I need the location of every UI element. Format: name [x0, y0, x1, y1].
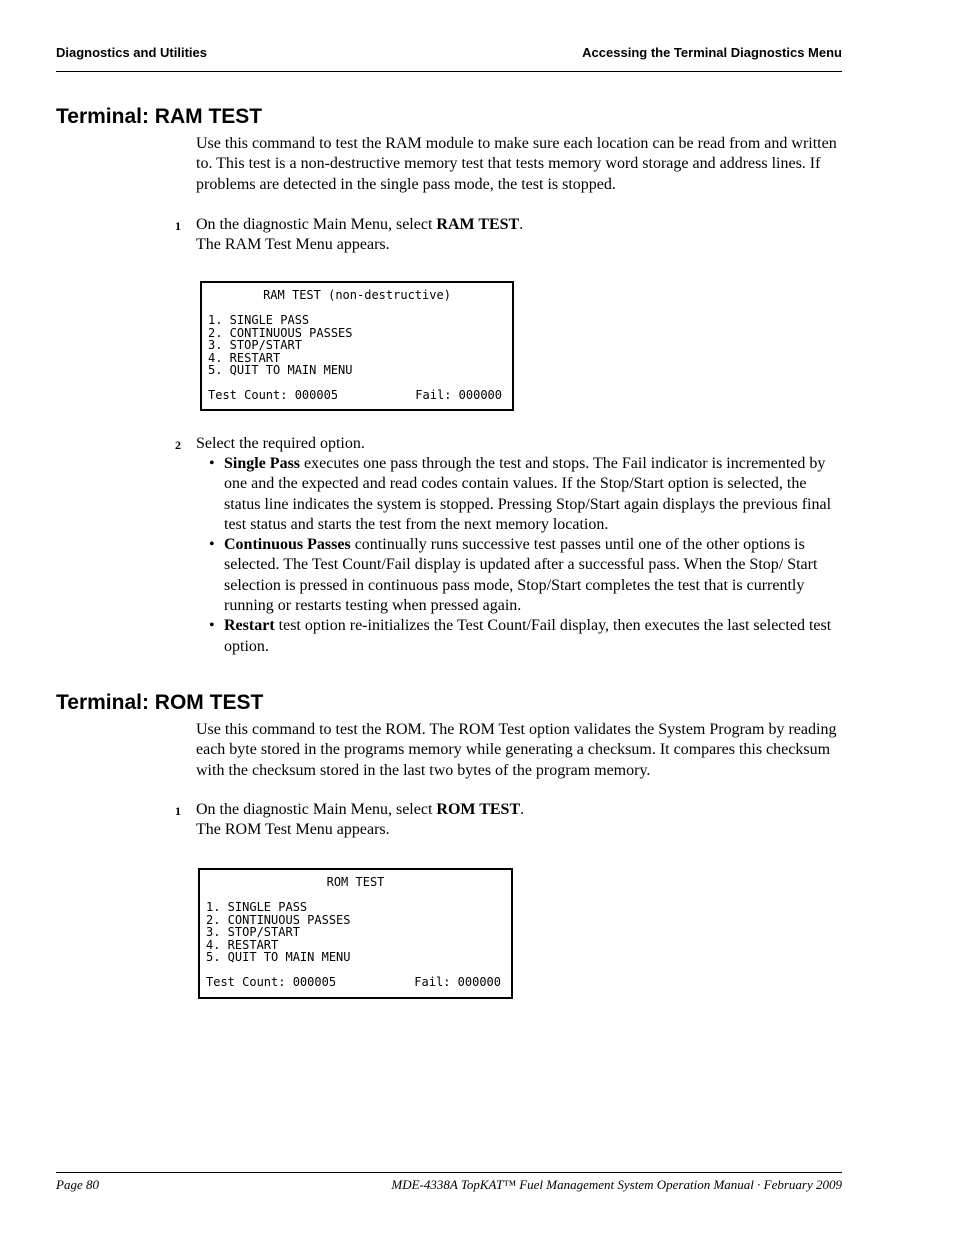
- ram-step-2-text: Select the required option.: [196, 435, 365, 452]
- ram-test-heading: Terminal: RAM TEST: [56, 105, 263, 128]
- rom-screen-title: ROM TEST: [326, 875, 385, 889]
- bullet-icon: •: [209, 455, 215, 472]
- ram-step-1-command: RAM TEST: [436, 216, 520, 233]
- ram-step-2-number: 2: [175, 438, 181, 452]
- bullet-description: test option re-initializes the Test Count/Fail display, then executes the last selected test option.: [224, 617, 832, 655]
- rom-step-1-period: .: [520, 801, 525, 818]
- rom-test-count: Test Count: 000005: [206, 975, 337, 989]
- ram-step-1-number: 1: [175, 219, 181, 233]
- rom-menu-item-2: 2. CONTINUOUS PASSES: [206, 912, 351, 927]
- rom-menu-item-3: 3. STOP/START: [206, 925, 300, 939]
- rom-screen-status: [206, 976, 511, 989]
- bullet-term: Single Pass: [224, 455, 301, 472]
- rom-menu-item-4: 4. RESTART: [206, 937, 279, 952]
- rom-step-1-result: The ROM Test Menu appears.: [196, 821, 390, 839]
- rom-test-heading: Terminal: ROM TEST: [56, 691, 264, 714]
- ram-menu-item-5: 5. QUIT TO MAIN MENU: [208, 363, 353, 377]
- rom-test-intro: Use this command to test the ROM. The ROM Test option validates the System Program by reading each byte stored in the programs memory while generating a checksum. It compares this checksum with the checksum stored in the last two bytes of the program memory.: [196, 721, 837, 779]
- bullet-description: continually runs successive test passes until one of the other options is selected. The Test Count/Fail display is updated after a successful pass. When the Stop/ Start selection is pressed in continuous pass mode, Stop/Start completes the test that is currently running or restarts testing when pressed again.: [224, 536, 818, 615]
- ram-step-1-text: On the diagnostic Main Menu, select: [196, 216, 437, 233]
- list-item: [196, 454, 842, 535]
- ram-menu-item-4: 4. RESTART: [208, 350, 281, 365]
- ram-fail-count: Fail: 000000: [415, 388, 502, 402]
- rom-test-screen: [198, 868, 513, 999]
- bullet-icon: •: [209, 536, 215, 554]
- ram-menu-item-2: 2. CONTINUOUS PASSES: [208, 325, 353, 340]
- running-header-left: Diagnostics and Utilities: [56, 45, 207, 60]
- ram-test-intro: Use this command to test the RAM module to make sure each location can be read from and written to. This test is a non-destructive memory test that tests memory word storage and address lines. If problems are detected in the single pass mode, the test is stopped.: [196, 135, 837, 193]
- ram-menu-item-3: 3. STOP/START: [208, 338, 302, 352]
- ram-step-1-period: .: [519, 216, 524, 233]
- header-rule: [56, 71, 842, 72]
- bullet-term: Restart: [224, 617, 275, 635]
- ram-screen-status: [208, 389, 512, 402]
- rom-step-1-number: 1: [175, 804, 181, 818]
- rom-step-1-text: On the diagnostic Main Menu, select: [196, 801, 437, 818]
- rom-menu-item-5: 5. QUIT TO MAIN MENU: [206, 950, 351, 964]
- bullet-icon: •: [209, 617, 215, 635]
- rom-fail-count: Fail: 000000: [414, 975, 501, 989]
- bullet-description: executes one pass through the test and stops. The Fail indicator is incremented by one and the expected and read codes contain values. If the Stop/Start option is selected, the status line indicates the system is stopped. Pressing Stop/Start again displays the previous final test status and starts the test from the next memory location.: [224, 455, 832, 533]
- list-item: [196, 616, 842, 657]
- ram-step-1-result: The RAM Test Menu appears.: [196, 236, 390, 254]
- ram-screen-title: RAM TEST (non-destructive): [263, 288, 451, 302]
- ram-step-1: [196, 215, 842, 256]
- ram-test-screen: [200, 281, 514, 411]
- rom-step-1-command: ROM TEST: [436, 801, 521, 818]
- running-header-right: Accessing the Terminal Diagnostics Menu: [582, 45, 842, 60]
- ram-option-list: [196, 454, 842, 657]
- ram-test-count: Test Count: 000005: [208, 388, 339, 402]
- rom-menu-item-1: 1. SINGLE PASS: [206, 900, 308, 914]
- document-title: MDE-4338A TopKAT™ Fuel Management System Operation Manual · February 2009: [391, 1177, 842, 1192]
- page-number: Page 80: [56, 1177, 99, 1192]
- rom-step-1: [196, 800, 842, 841]
- footer-rule: [56, 1172, 842, 1173]
- list-item: [196, 535, 842, 616]
- bullet-term: Continuous Passes: [224, 536, 351, 554]
- ram-menu-item-1: 1. SINGLE PASS: [208, 313, 310, 327]
